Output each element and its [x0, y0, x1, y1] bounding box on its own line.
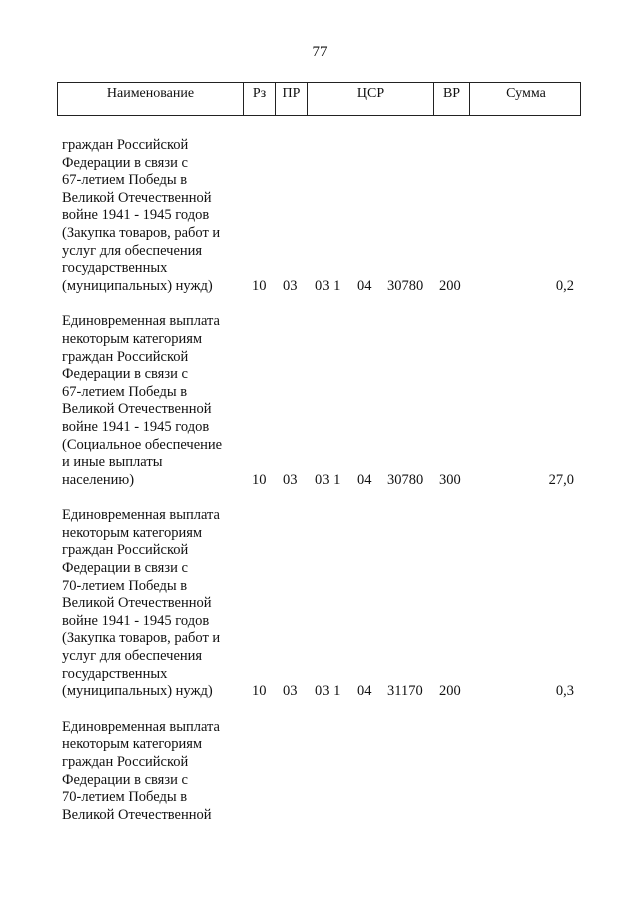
row-sum: 0,2	[555, 277, 574, 294]
row-csr-program: 03 1	[315, 683, 341, 700]
row-csr-subprogram: 04	[357, 277, 372, 294]
table-header	[57, 82, 581, 116]
row-name: Единовременная выплата некоторым категориям граждан Российской Федерации в связи с 67-летием Победы в Великой Отечественной войне 1941 - 1945 годов (Социальное обеспечение и иные выплаты населению)	[62, 313, 223, 488]
row-pr: 03	[283, 683, 298, 700]
header-sum: Сумма	[506, 86, 546, 101]
table-body	[0, 137, 640, 824]
page-number: 77	[312, 44, 328, 60]
row-csr-program: 03 1	[315, 471, 341, 488]
row-csr-program: 03 1	[315, 277, 341, 294]
header-pr: ПР	[276, 83, 308, 115]
row-csr-direction: 31170	[387, 683, 423, 700]
row-name: Единовременная выплата некоторым категориям граждан Российской Федерации в связи с 70-летием Победы в Великой Отечественной войне 1941 - 1945 годов (Закупка товаров, работ и услуг для обеспечения государственных (муниципальных) нужд)	[62, 507, 221, 700]
table-row	[0, 137, 640, 295]
row-vr: 200	[439, 277, 461, 294]
row-csr-subprogram: 04	[357, 471, 372, 488]
row-name: Единовременная выплата некоторым категориям граждан Российской Федерации в связи с 70-летием Победы в Великой Отечественной	[62, 718, 220, 823]
row-pr: 03	[283, 277, 298, 294]
row-csr-subprogram: 04	[357, 683, 372, 700]
row-name: граждан Российской Федерации в связи с 67-летием Победы в Великой Отечественной войне 1941 - 1945 годов (Закупка товаров, работ и услуг для обеспечения государственных (муниципальных) нужд)	[62, 137, 221, 294]
row-csr-direction: 30780	[387, 471, 424, 488]
row-pr: 03	[283, 471, 298, 488]
header-csr: ЦСР	[308, 83, 434, 115]
header-name: Наименование	[58, 83, 244, 115]
row-rz: 10	[252, 471, 267, 488]
row-rz: 10	[252, 277, 267, 294]
row-sum: 0,3	[555, 683, 574, 700]
row-vr: 200	[439, 683, 461, 700]
row-vr: 300	[439, 471, 461, 488]
row-rz: 10	[252, 683, 267, 700]
row-sum: 27,0	[548, 471, 574, 488]
header-vr: ВР	[434, 83, 470, 115]
table-row	[0, 313, 640, 489]
header-rz: Рз	[244, 83, 276, 115]
table-row	[0, 507, 640, 701]
table-row	[0, 719, 640, 825]
row-csr-direction: 30780	[387, 277, 424, 294]
